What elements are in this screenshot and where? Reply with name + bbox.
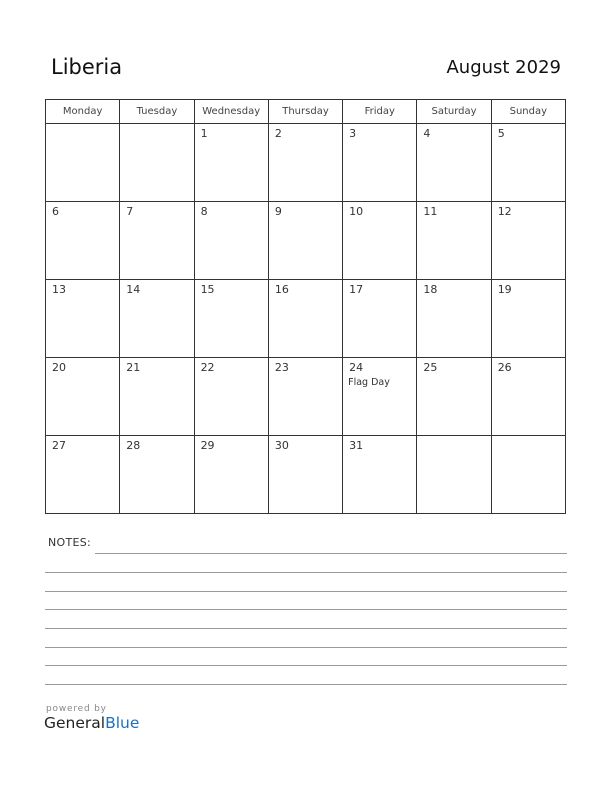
day-cell [120,436,194,514]
calendar-grid [45,99,566,514]
country-title: Liberia [51,55,123,79]
week-row [46,202,566,280]
weekday-thursday: Thursday [268,100,342,124]
notes-line [45,591,567,592]
day-cell [491,436,565,514]
day-cell [343,202,417,280]
day-cell [268,358,342,436]
day-cell [417,202,491,280]
day-number: 16 [274,283,289,296]
weekday-tuesday: Tuesday [120,100,194,124]
powered-by-text: powered by [46,704,107,714]
generalblue-logo [44,704,139,732]
day-number: 3 [349,127,357,140]
day-cell [120,202,194,280]
day-cell [194,202,268,280]
notes-line [45,609,567,610]
day-number: 9 [274,205,282,218]
day-number: 20 [52,361,66,374]
day-number: 14 [126,283,141,296]
day-number: 27 [52,439,66,452]
day-number: 24 [349,361,364,374]
day-number: 5 [497,127,505,140]
notes-line [45,665,567,666]
day-cell [491,280,565,358]
day-cell [343,124,417,202]
weekday-wednesday: Wednesday [194,100,268,124]
day-number: 8 [200,205,208,218]
day-cell [120,280,194,358]
week-row [46,358,566,436]
notes-line [45,647,567,648]
day-cell [46,202,120,280]
weekday-sunday: Sunday [491,100,565,124]
day-cell [268,436,342,514]
brand-blue-text: Blue [105,714,140,732]
day-number: 13 [52,283,66,296]
day-cell [46,436,120,514]
day-cell [46,280,120,358]
day-number: 23 [274,361,289,374]
day-cell [491,202,565,280]
day-cell-holiday [343,358,417,436]
notes-line [45,572,567,573]
day-cell [194,124,268,202]
day-number: 12 [497,205,512,218]
brand-name [44,714,139,732]
day-number: 17 [349,283,364,296]
day-number: 6 [52,205,59,218]
day-cell [491,124,565,202]
day-cell [120,124,194,202]
day-cell [46,124,120,202]
day-number: 19 [497,283,512,296]
day-number: 30 [274,439,289,452]
day-number: 22 [200,361,215,374]
day-cell [194,280,268,358]
day-number: 2 [274,127,282,140]
month-year-title: August 2029 [446,57,561,78]
day-cell [268,280,342,358]
weekday-friday: Friday [343,100,417,124]
day-number: 28 [126,439,141,452]
day-number: 26 [497,361,512,374]
weekday-saturday: Saturday [417,100,491,124]
day-number: 31 [349,439,364,452]
day-cell [417,124,491,202]
day-cell [343,436,417,514]
weekday-monday: Monday [46,100,120,124]
brand-general-text: General [44,714,106,732]
week-row [46,436,566,514]
day-cell [491,358,565,436]
day-cell [268,202,342,280]
day-number: 21 [126,361,141,374]
day-number: 25 [423,361,438,374]
day-cell [120,358,194,436]
week-row [46,124,566,202]
day-cell [417,436,491,514]
notes-line [45,628,567,629]
day-number: 7 [126,205,134,218]
notes-line [45,684,567,685]
day-cell [343,280,417,358]
day-number: 15 [200,283,215,296]
day-cell [46,358,120,436]
day-number: 4 [423,127,431,140]
day-number: 11 [423,205,438,218]
day-number: 18 [423,283,438,296]
day-number: 29 [200,439,215,452]
notes-label: NOTES: [48,536,92,549]
weekday-header-row [46,100,566,124]
day-cell [194,358,268,436]
day-cell [417,358,491,436]
week-row [46,280,566,358]
day-cell [417,280,491,358]
day-number: 1 [200,127,208,140]
day-cell [194,436,268,514]
day-number: 10 [349,205,364,218]
day-cell [268,124,342,202]
holiday-label: Flag Day [348,377,390,388]
notes-line [95,553,567,554]
